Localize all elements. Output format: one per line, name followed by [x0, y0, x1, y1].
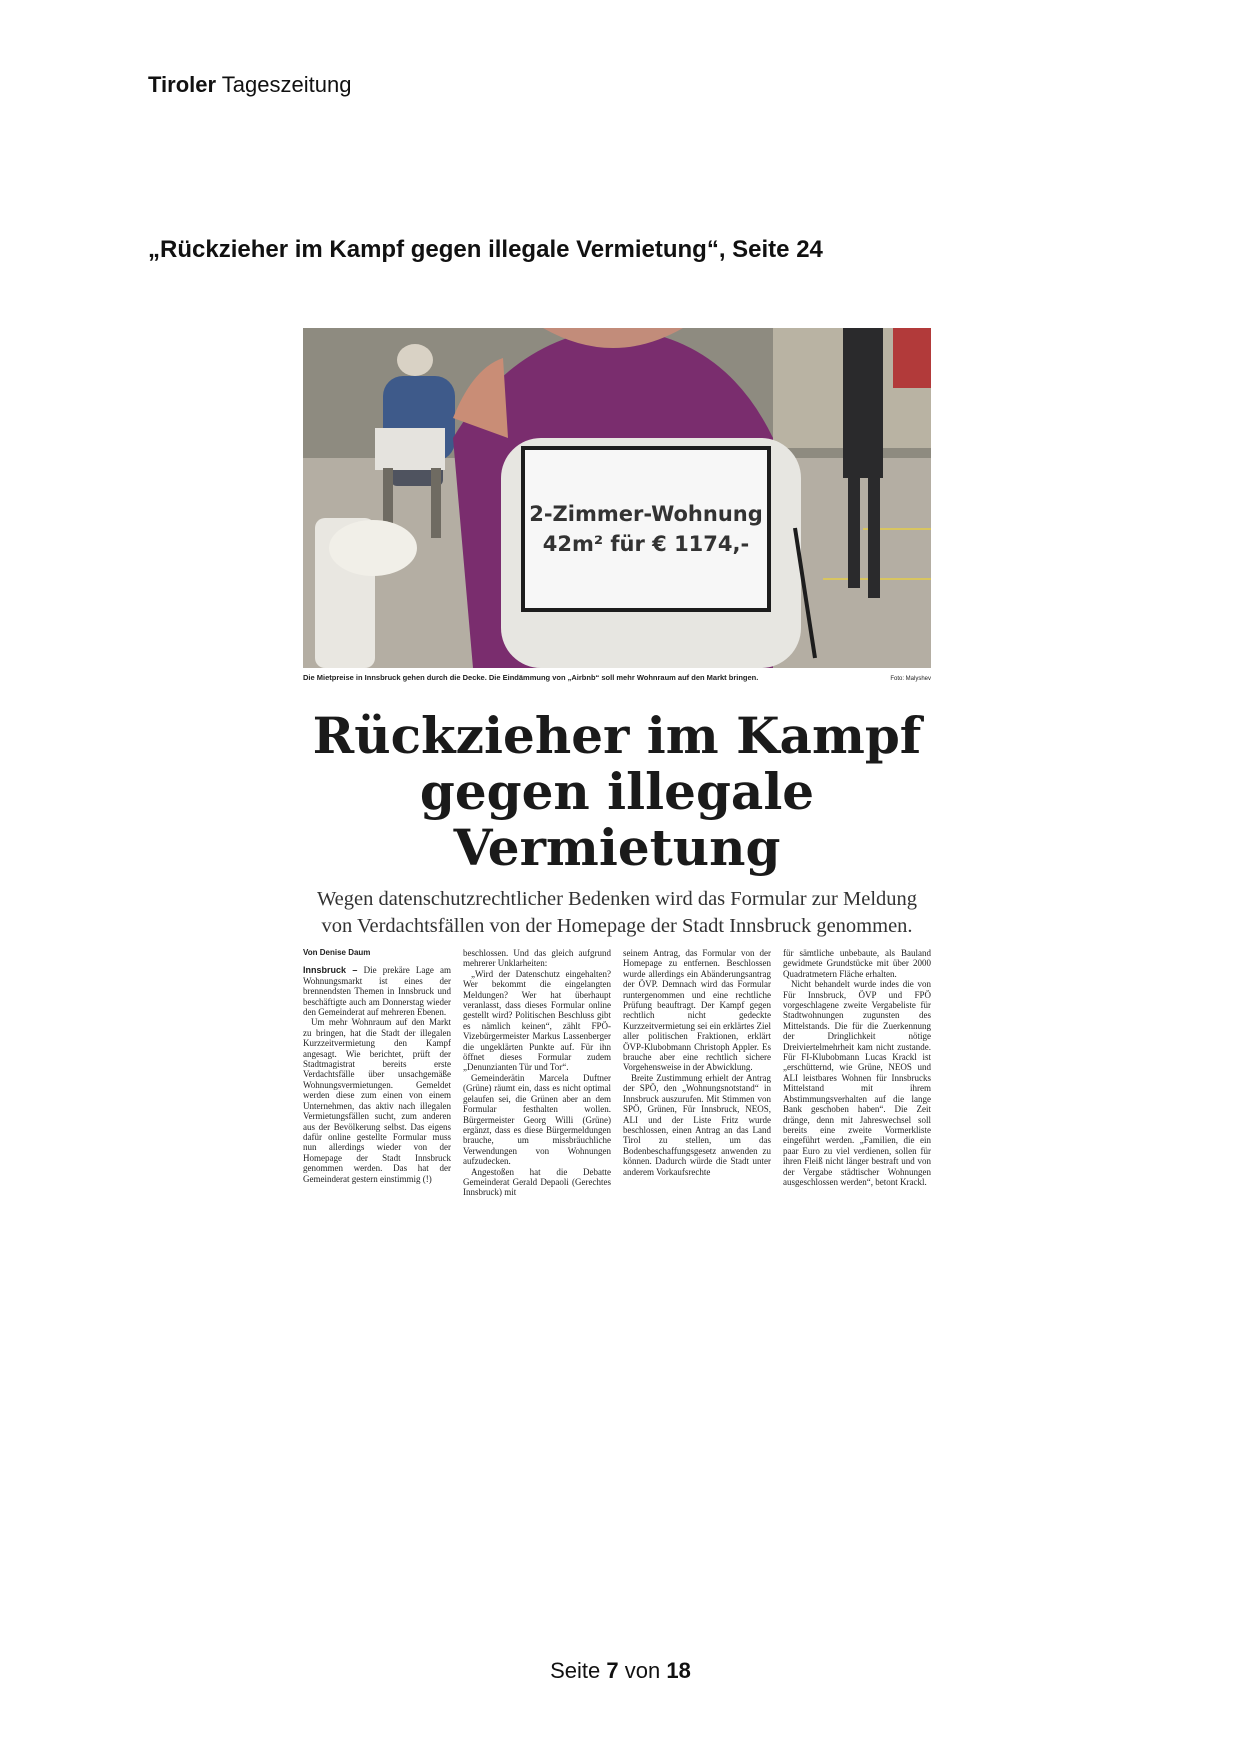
photo-caption: Die Mietpreise in Innsbruck gehen durch die Decke. Die Eindämmung von „Airbnb“ soll mehr Wohnraum auf den Markt bringen. [303, 673, 759, 682]
photo-caption-row [303, 673, 931, 682]
paragraph: seinem Antrag, das Formular von der Homepage zu entfernen. Beschlossen wurde allerdings ein Abänderungsantrag der ÖVP. Demnach wird das Formular runtergenommen und eine rechtliche Prüfung beauftragt. Der Kampf gegen rechtlich nicht gedeckte Kurzzeitvermietung sei ein erklärtes Ziel aller politischen Fraktionen, erklärt ÖVP-Klubobmann Christoph Appler. Es brauche aber eine rechtlich sichere Vorgehensweise in der Abwicklung. [623, 948, 771, 1073]
document-title: „Rückzieher im Kampf gegen illegale Vermietung“, Seite 24 [148, 236, 823, 263]
article-headline [303, 708, 931, 876]
paragraph: Gemeinderätin Marcela Duftner (Grüne) räumt ein, dass es nicht optimal gelaufen sei, die Grünen aber an dem Formular festhalten wollen. Bürgermeister Georg Willi (Grüne) ergänzt, dass es diese Bürgermeldungen brauche, um missbräuchliche Verwendungen von Wohnungen aufzudecken. [463, 1072, 611, 1167]
subhead-line-2: von Verdachtsfällen von der Homepage der Stadt Innsbruck genommen. [321, 915, 913, 937]
paragraph: Um mehr Wohnraum auf den Markt zu bringen, hat die Stadt der illegalen Kurzzeitvermietung den Kampf angesagt. Wie berichtet, prüft der Stadtmagistrat bereits erste Verdachtsfälle über unsachgemäße Wohnungsvermietungen. Gemeldet werden diese zum einen von einem Unternehmen, das aktiv nach illegalen Vermietungsfällen sucht, zum anderen aus der Bevölkerung selbst. Das eigens dafür online gestellte Formular muss nun allerdings wieder von der Homepage der Stadt Innsbruck genommen werden. Das hat der Gemeinderat gestern einstimmig (!) [303, 1017, 451, 1184]
paragraph: für sämtliche unbebaute, als Bauland gewidmete Grundstücke mit über 2000 Quadratmetern Fläche erhalten. [783, 948, 931, 979]
article-column-2 [463, 948, 611, 1198]
article-body [303, 948, 931, 1198]
footer-prefix: Seite [550, 1658, 601, 1683]
headline-line-1: Rückzieher im Kampf [312, 706, 922, 765]
paragraph: beschlossen. Und das gleich aufgrund mehrerer Unklarheiten: [463, 948, 611, 969]
page-total: 18 [666, 1658, 691, 1683]
subhead-line-1: Wegen datenschutzrechtlicher Bedenken wird das Formular zur Meldung [316, 888, 918, 910]
page-footer [0, 1658, 1241, 1684]
paragraph-text: Die prekäre Lage am Wohnungsmarkt ist eines der brennendsten Themen in Innsbruck und beschäftigte auch am Donnerstag wieder den Gemeinderat auf mehreren Ebenen. [303, 965, 451, 1018]
byline: Von Denise Daum [303, 948, 371, 957]
sign-line-1: 2-Zimmer-Wohnung [529, 502, 763, 526]
paragraph [303, 965, 451, 1017]
paragraph: „Wird der Datenschutz eingehalten? Wer bekommt die eingelangten Meldungen? Wer hat überhaupt veranlasst, dass dieses Formular online gestellt wird? Politischen Beschluss gibt es nämlich keinen“, zählt FPÖ-Vizebürgermeister Markus Lassenberger die ungeklärten Punkte auf. Für ihn öffnet dieses Formular zudem „Denunzianten Tür und Tor“. [463, 968, 611, 1073]
article-column-3 [623, 948, 771, 1198]
paragraph: Nicht behandelt wurde indes die von Für Innsbruck, ÖVP und FPÖ vorgeschlagene zweite Vergabeliste für Stadtwohnungen zugunsten des Mittelstands. Die für die Zuerkennung der Dringlichkeit nötige Dreiviertelmehrheit kam nicht zustande. Für FI-Klubobmann Lucas Krackl ist „erschütternd, wie Grüne, NEOS und ALI leistbares Wohnen für Innsbrucks Mittelstand mit ihrem Abstimmungsverhalten auf die lange Bank geschoben haben“. Die Zeit dränge, denn mit Jahreswechsel soll bereits eine zweite Vormerkliste eingeführt werden. „Familien, die ein paar Euro zu viel verdienen, sollen für ihren Fleiß nicht länger bestraft und von der Vergabe städtischer Wohnungen ausgeschlossen werden“, betont Krackl. [783, 979, 931, 1187]
publication-name [148, 72, 351, 98]
article-subheadline [303, 886, 931, 940]
page-number: 7 [606, 1658, 619, 1683]
article-photo [303, 328, 931, 668]
newspaper-clipping [303, 328, 931, 1198]
publication-name-rest: Tageszeitung [221, 72, 352, 97]
footer-middle: von [624, 1658, 661, 1683]
article-column-4 [783, 948, 931, 1198]
headline-line-2: gegen illegale Vermietung [419, 762, 815, 877]
article-column-1 [303, 948, 451, 1198]
publication-name-bold: Tiroler [148, 72, 217, 97]
paragraph: Breite Zustimmung erhielt der Antrag der SPÖ, den „Wohnungsnotstand“ in Innsbruck auszurufen. Mit Stimmen von SPÖ, Grünen, Für Innsbruck, NEOS, ALI und der Liste Fritz wurde beschlossen, einen Antrag an das Land Tirol zu stellen, um das Bodenbeschaffungsgesetz anwenden zu können. Dadurch würde die Stadt unter anderem Vorkaufsrechte [623, 1072, 771, 1177]
photo-credit: Foto: Malyshev [890, 676, 931, 682]
sign-line-2: 42m² für € 1174,- [542, 532, 750, 556]
paragraph: Angestoßen hat die Debatte Gemeinderat Gerald Depaoli (Gerechtes Innsbruck) mit [463, 1166, 611, 1198]
dateline: Innsbruck – [303, 965, 358, 976]
rent-sign [521, 446, 771, 612]
